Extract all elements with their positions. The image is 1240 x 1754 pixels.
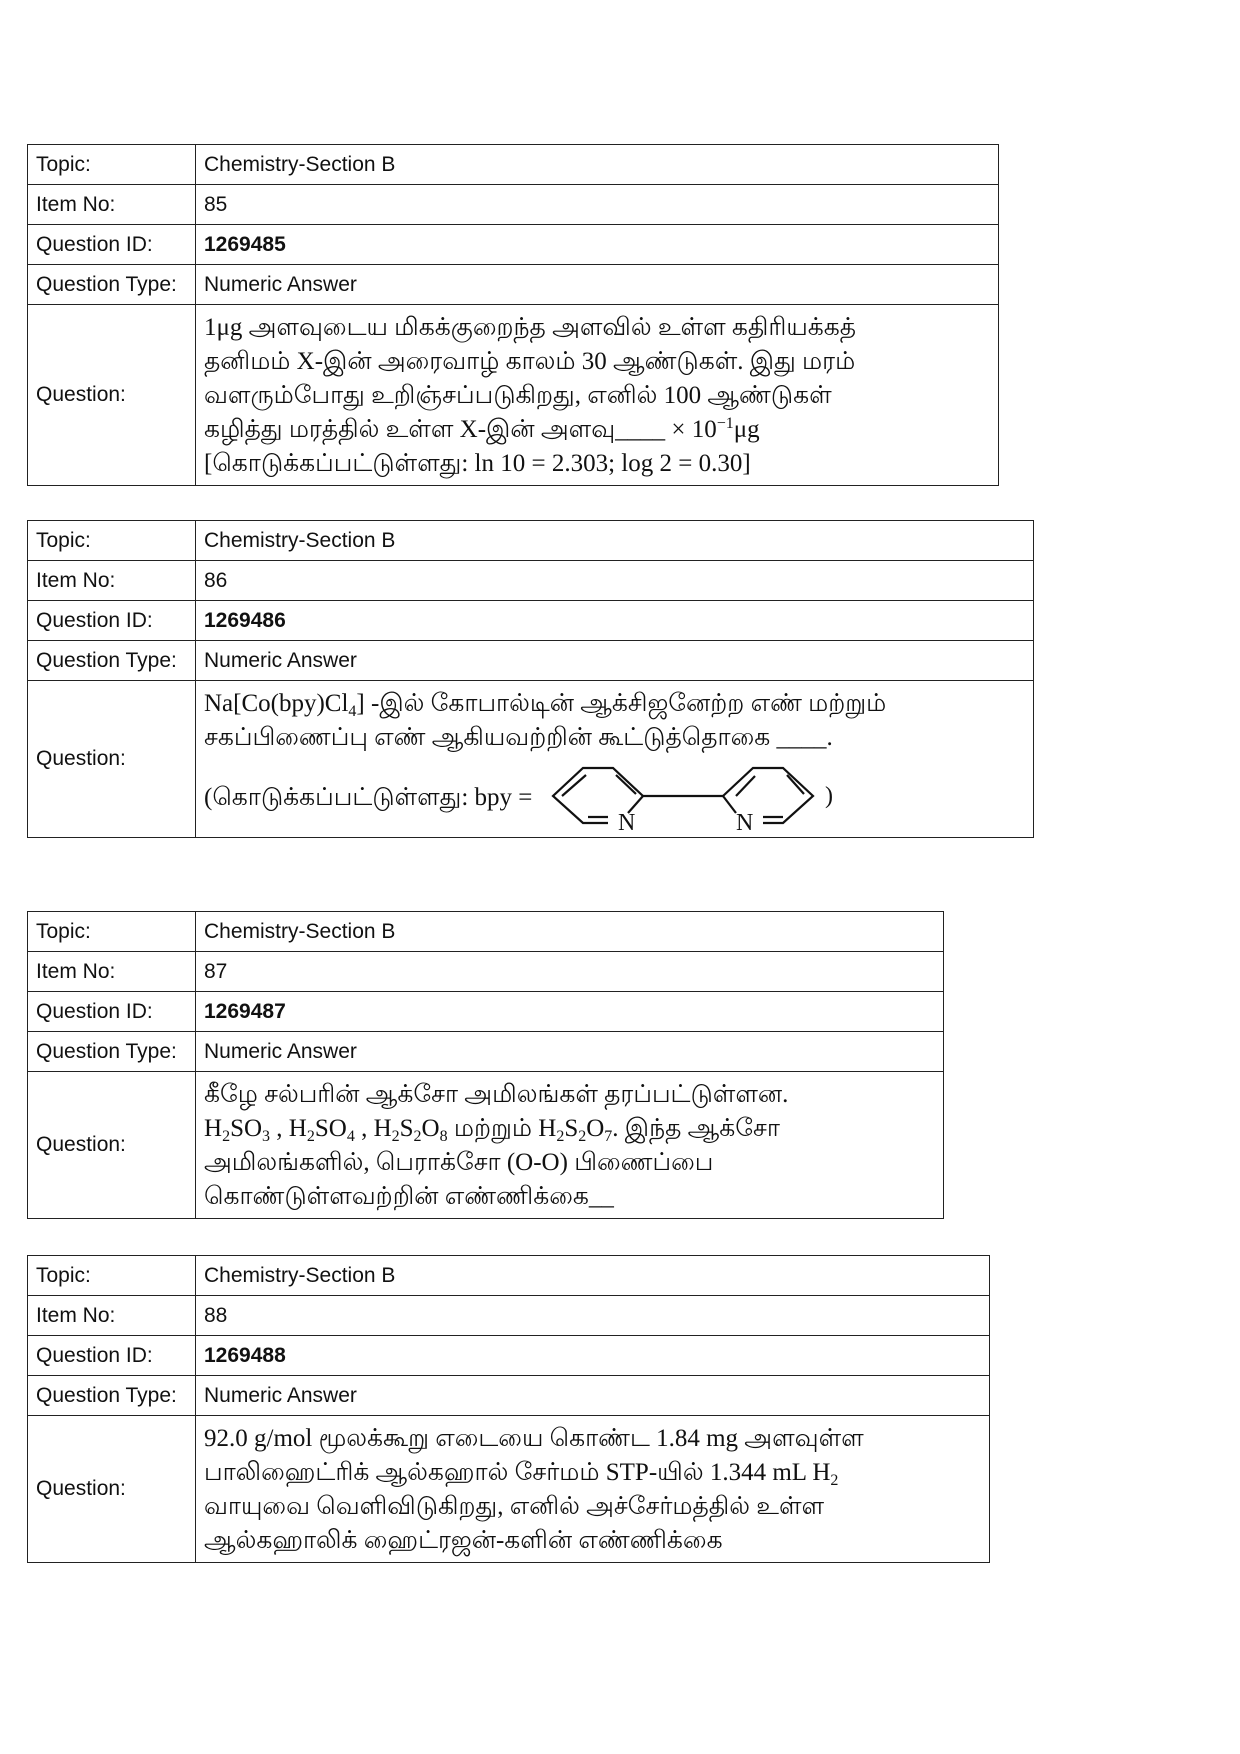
- item-no-label: Item No:: [28, 952, 196, 992]
- question-id-value: 1269485: [196, 225, 999, 265]
- nitrogen-atom-left: N: [618, 810, 636, 833]
- question-id-row: [28, 225, 999, 265]
- element-symbol: S: [399, 1115, 414, 1142]
- question-line: [204, 413, 990, 447]
- subscript: 2: [830, 1472, 839, 1489]
- question-type-label: Question Type:: [28, 265, 196, 305]
- element-symbol: O: [586, 1115, 605, 1142]
- subscript: 2: [306, 1128, 315, 1145]
- question-line: வளரும்போது உறிஞ்சப்படுகிறது, எனில் 100 ஆண்டுகள்: [204, 382, 832, 409]
- question-id-value: 1269486: [196, 601, 1034, 641]
- topic-value: Chemistry-Section B: [196, 521, 1034, 561]
- element-symbol: H: [538, 1115, 557, 1142]
- question-line: [204, 1456, 981, 1490]
- item-no-value: 87: [196, 952, 944, 992]
- question-id-label: Question ID:: [28, 1336, 196, 1376]
- question-line: சகப்பிணைப்பு எண் ஆகியவற்றின் கூட்டுத்தொகை ____.: [204, 724, 833, 751]
- close-paren: ): [825, 783, 834, 809]
- topic-row: [28, 145, 999, 185]
- element-symbol: S: [314, 1115, 329, 1142]
- question-line-text: கழித்து மரத்தில் உள்ள X-இன் அளவு____ × 10: [204, 416, 717, 443]
- question-line: [204, 687, 1025, 721]
- subscript: 8: [439, 1128, 448, 1145]
- question-line: [கொடுக்கப்பட்டுள்ளது: ln 10 = 2.303; log 2 = 0.30]: [204, 450, 751, 477]
- element-symbol: H: [204, 1115, 223, 1142]
- element-symbol: O: [421, 1115, 440, 1142]
- question-type-row: [28, 1376, 990, 1416]
- conjunction: மற்றும்: [447, 1115, 539, 1142]
- topic-label: Topic:: [28, 521, 196, 561]
- question-line-text: . இந்த ஆக்சோ: [612, 1115, 780, 1142]
- nitrogen-atom-right: N: [736, 810, 754, 833]
- item-no-row: [28, 952, 944, 992]
- question-label: Question:: [28, 1072, 196, 1219]
- question-table-85: [27, 144, 999, 486]
- question-label: Question:: [28, 305, 196, 486]
- item-no-label: Item No:: [28, 185, 196, 225]
- question-type-row: [28, 1032, 944, 1072]
- question-line: ஆல்கஹாலிக் ஹைட்ரஜன்-களின் எண்ணிக்கை: [204, 1527, 723, 1554]
- question-type-label: Question Type:: [28, 1032, 196, 1072]
- topic-value: Chemistry-Section B: [196, 145, 999, 185]
- item-no-label: Item No:: [28, 1296, 196, 1336]
- item-no-value: 86: [196, 561, 1034, 601]
- question-label: Question:: [28, 681, 196, 838]
- question-id-label: Question ID:: [28, 992, 196, 1032]
- question-table-87: [27, 911, 944, 1219]
- question-text: [196, 305, 999, 486]
- given-line: [204, 763, 1025, 833]
- topic-label: Topic:: [28, 912, 196, 952]
- element-symbol: O: [328, 1115, 347, 1142]
- question-line: கொண்டுள்ளவற்றின் எண்ணிக்கை__: [204, 1183, 614, 1210]
- subscript: 2: [578, 1128, 587, 1145]
- question-id-label: Question ID:: [28, 601, 196, 641]
- subscript: 4: [348, 703, 357, 720]
- question-type-row: [28, 641, 1034, 681]
- item-no-row: [28, 561, 1034, 601]
- question-id-row: [28, 992, 944, 1032]
- question-line: அமிலங்களில், பெராக்சோ (O-O) பிணைப்பை: [204, 1149, 714, 1176]
- question-table-86: [27, 520, 1034, 838]
- item-no-value: 88: [196, 1296, 990, 1336]
- question-line-text: பாலிஹைட்ரிக் ஆல்கஹால் சேர்மம் STP-யில் 1.344 mL H: [204, 1459, 831, 1486]
- element-symbol: H: [373, 1115, 392, 1142]
- element-symbol: S: [230, 1115, 244, 1142]
- question-id-row: [28, 1336, 990, 1376]
- question-row: [28, 1072, 944, 1219]
- question-type-row: [28, 265, 999, 305]
- item-no-row: [28, 1296, 990, 1336]
- formula: Na[Co(bpy)Cl: [204, 690, 349, 717]
- question-line: 92.0 g/mol மூலக்கூறு எடையை கொண்ட 1.84 mg அளவுள்ள: [204, 1425, 864, 1452]
- bipyridine-structure-icon: [538, 763, 858, 833]
- question-id-value: 1269488: [196, 1336, 990, 1376]
- question-type-label: Question Type:: [28, 641, 196, 681]
- element-symbol: H: [288, 1115, 307, 1142]
- topic-row: [28, 912, 944, 952]
- topic-value: Chemistry-Section B: [196, 1256, 990, 1296]
- subscript: 7: [604, 1128, 613, 1145]
- question-line-text: ] -இல் கோபால்டின் ஆக்சிஜனேற்ற எண் மற்றும்: [356, 690, 887, 717]
- topic-row: [28, 1256, 990, 1296]
- exponent: −1: [716, 415, 734, 432]
- question-id-value: 1269487: [196, 992, 944, 1032]
- topic-value: Chemistry-Section B: [196, 912, 944, 952]
- topic-row: [28, 521, 1034, 561]
- question-line: வாயுவை வெளிவிடுகிறது, எனில் அச்சேர்மத்தில் உள்ள: [204, 1493, 825, 1520]
- question-row: [28, 305, 999, 486]
- question-type-value: Numeric Answer: [196, 265, 999, 305]
- subscript: 2: [222, 1128, 231, 1145]
- element-symbol: S: [564, 1115, 579, 1142]
- subscript: 2: [391, 1128, 400, 1145]
- question-text: [196, 681, 1034, 838]
- question-line: தனிமம் X-இன் அரைவாழ் காலம் 30 ஆண்டுகள். இது மரம்: [204, 348, 856, 375]
- topic-label: Topic:: [28, 1256, 196, 1296]
- question-type-value: Numeric Answer: [196, 1032, 944, 1072]
- separator: ,: [354, 1115, 374, 1142]
- question-row: [28, 1416, 990, 1563]
- given-text: (கொடுக்கப்பட்டுள்ளது: bpy =: [204, 784, 533, 811]
- question-label: Question:: [28, 1416, 196, 1563]
- question-type-label: Question Type:: [28, 1376, 196, 1416]
- question-table-88: [27, 1255, 990, 1563]
- subscript: 3: [262, 1128, 271, 1145]
- question-line: 1μg அளவுடைய மிகக்குறைந்த அளவில் உள்ள கதிரியக்கத்: [204, 314, 857, 341]
- formula-line: [204, 1112, 935, 1146]
- question-line: கீழே சல்பரின் ஆக்சோ அமிலங்கள் தரப்பட்டுள்ளன.: [204, 1081, 789, 1108]
- question-type-value: Numeric Answer: [196, 641, 1034, 681]
- separator: ,: [270, 1115, 289, 1142]
- question-row: [28, 681, 1034, 838]
- question-id-label: Question ID:: [28, 225, 196, 265]
- subscript: 2: [556, 1128, 565, 1145]
- question-text: [196, 1416, 990, 1563]
- topic-label: Topic:: [28, 145, 196, 185]
- subscript: 4: [346, 1128, 355, 1145]
- item-no-label: Item No:: [28, 561, 196, 601]
- subscript: 2: [413, 1128, 422, 1145]
- item-no-value: 85: [196, 185, 999, 225]
- item-no-row: [28, 185, 999, 225]
- question-id-row: [28, 601, 1034, 641]
- question-type-value: Numeric Answer: [196, 1376, 990, 1416]
- element-symbol: O: [243, 1115, 263, 1142]
- unit: μg: [733, 416, 760, 443]
- question-text: [196, 1072, 944, 1219]
